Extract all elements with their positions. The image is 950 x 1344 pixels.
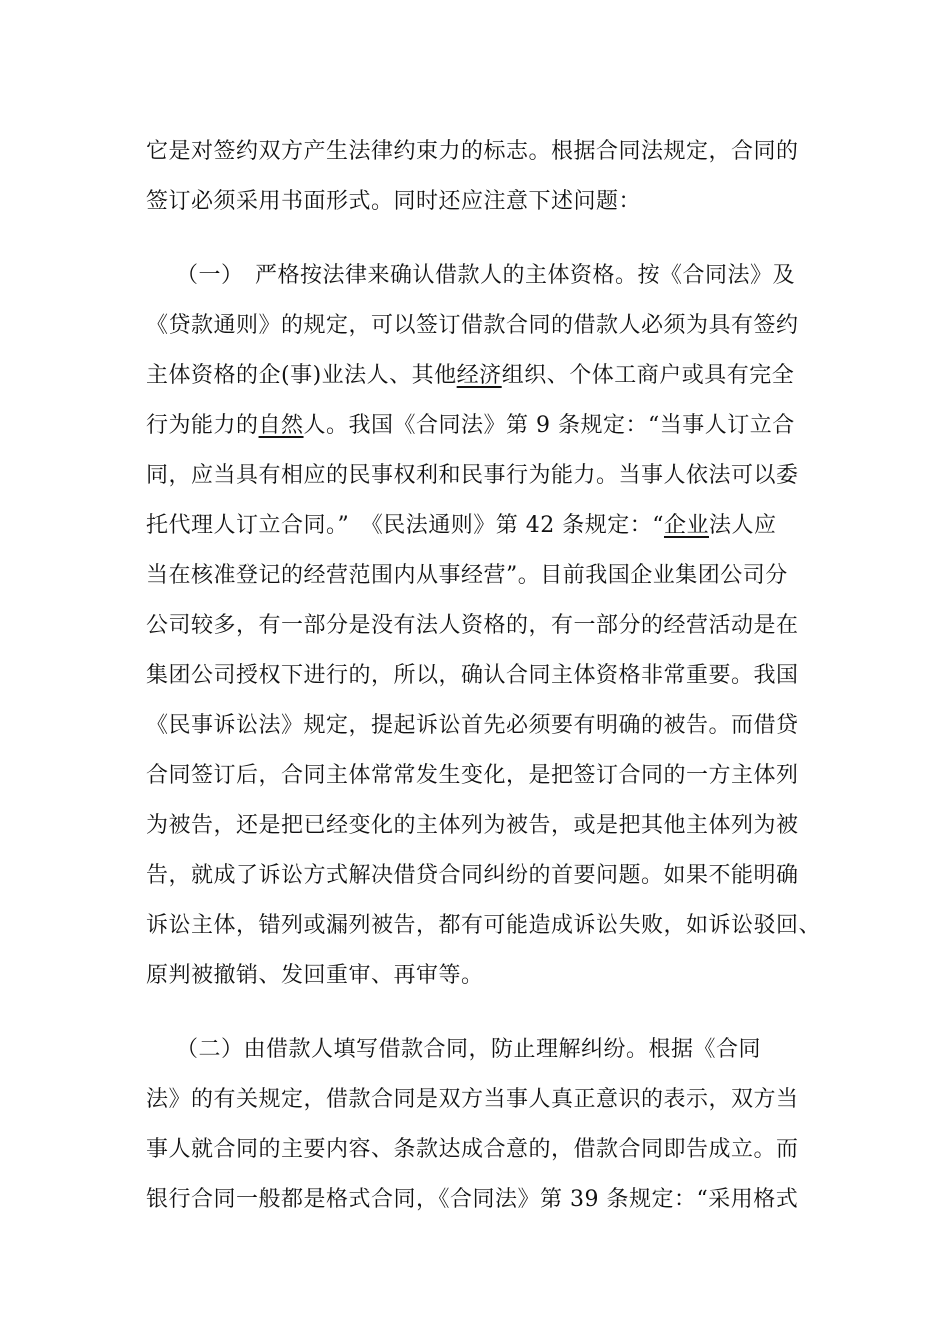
text-run: 人。我国《合同法》第 9 条规定：“当事人订立合 bbox=[303, 413, 795, 438]
text-line bbox=[146, 661, 799, 691]
text-line bbox=[146, 511, 777, 541]
text-line bbox=[146, 461, 799, 491]
text-run: 托代理人订立合同。” 《民法通则》第 42 条规定：“ bbox=[146, 513, 664, 538]
hyperlink-term[interactable]: 企业 bbox=[663, 513, 709, 538]
text-line bbox=[146, 811, 799, 841]
text-run: 它是对签约双方产生法律约束力的标志。根据合同法规定，合同的 bbox=[146, 139, 799, 164]
text-line bbox=[146, 311, 799, 341]
text-run: （一） 严格按法律来确认借款人的主体资格。按《合同法》及 bbox=[176, 263, 796, 288]
text-run: （二）由借款人填写借款合同，防止理解纠纷。根据《合同 bbox=[176, 1037, 762, 1062]
text-run: 《民事诉讼法》规定，提起诉讼首先必须要有明确的被告。而借贷 bbox=[146, 713, 799, 738]
text-line bbox=[146, 561, 788, 591]
text-run: 公司较多，有一部分是没有法人资格的，有一部分的经营活动是在 bbox=[146, 613, 799, 638]
text-run: 诉讼主体，错列或漏列被告，都有可能造成诉讼失败，如诉讼驳回、 bbox=[146, 913, 822, 938]
text-line bbox=[176, 1035, 761, 1065]
hyperlink-term[interactable]: 自然 bbox=[258, 413, 304, 438]
text-run: 签订必须采用书面形式。同时还应注意下述问题： bbox=[146, 189, 642, 214]
text-line bbox=[146, 1135, 799, 1165]
text-run: 主体资格的企(事)业法人、其他 bbox=[146, 363, 457, 388]
text-run: 事人就合同的主要内容、条款达成合意的，借款合同即告成立。而 bbox=[146, 1137, 799, 1162]
text-run: 法人应 bbox=[709, 513, 777, 538]
text-run: 集团公司授权下进行的，所以，确认合同主体资格非常重要。我国 bbox=[146, 663, 799, 688]
text-line bbox=[146, 1085, 799, 1115]
text-line bbox=[146, 911, 821, 941]
text-line bbox=[146, 761, 799, 791]
text-run: 原判被撤销、发回重审、再审等。 bbox=[146, 963, 484, 988]
text-run: 法》的有关规定，借款合同是双方当事人真正意识的表示，双方当 bbox=[146, 1087, 799, 1112]
text-line bbox=[146, 611, 799, 641]
text-line bbox=[146, 411, 795, 441]
text-run: 组织、个体工商户或具有完全 bbox=[501, 363, 795, 388]
text-line bbox=[146, 137, 799, 167]
text-line bbox=[146, 961, 484, 991]
text-run: 当在核准登记的经营范围内从事经营”。目前我国企业集团公司分 bbox=[146, 563, 788, 588]
text-run: 《贷款通则》的规定，可以签订借款合同的借款人必须为具有签约 bbox=[146, 313, 799, 338]
text-run: 合同签订后，合同主体常常发生变化，是把签订合同的一方主体列 bbox=[146, 763, 799, 788]
text-line bbox=[146, 861, 799, 891]
text-run: 行为能力的 bbox=[146, 413, 259, 438]
text-line bbox=[146, 1185, 798, 1215]
text-run: 同，应当具有相应的民事权利和民事行为能力。当事人依法可以委 bbox=[146, 463, 799, 488]
text-line bbox=[176, 261, 795, 291]
text-run: 银行合同一般都是格式合同，《合同法》第 39 条规定：“采用格式 bbox=[146, 1187, 799, 1212]
text-run: 告，就成了诉讼方式解决借贷合同纠纷的首要问题。如果不能明确 bbox=[146, 863, 799, 888]
hyperlink-term[interactable]: 经济 bbox=[456, 363, 502, 388]
text-line bbox=[146, 361, 794, 391]
text-line bbox=[146, 187, 641, 217]
text-line bbox=[146, 711, 799, 741]
text-run: 为被告，还是把已经变化的主体列为被告，或是把其他主体列为被 bbox=[146, 813, 799, 838]
